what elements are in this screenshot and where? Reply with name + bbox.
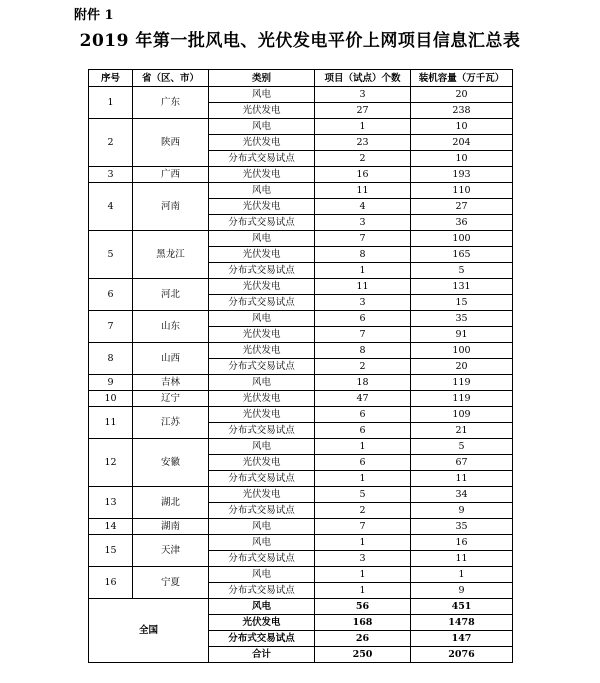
category-cell: 风电: [209, 231, 315, 247]
project-count-cell: 6: [315, 455, 411, 471]
table-row: [89, 279, 513, 295]
row-number: 3: [89, 167, 133, 183]
capacity-cell: 147: [411, 631, 513, 647]
capacity-cell: 451: [411, 599, 513, 615]
total-capacity: 2076: [411, 647, 513, 663]
capacity-cell: 5: [411, 439, 513, 455]
capacity-cell: 10: [411, 151, 513, 167]
table-row: [89, 391, 513, 407]
category-cell: 分布式交易试点: [209, 551, 315, 567]
province-cell: 天津: [133, 535, 209, 567]
province-cell: 山东: [133, 311, 209, 343]
category-cell: 风电: [209, 183, 315, 199]
project-count-cell: 1: [315, 583, 411, 599]
province-cell: 江苏: [133, 407, 209, 439]
capacity-cell: 100: [411, 343, 513, 359]
project-count-cell: 7: [315, 327, 411, 343]
project-count-cell: 26: [315, 631, 411, 647]
header-row: [89, 70, 513, 87]
capacity-cell: 9: [411, 583, 513, 599]
row-number: 15: [89, 535, 133, 567]
project-count-cell: 8: [315, 247, 411, 263]
province-cell: 广西: [133, 167, 209, 183]
province-cell: 河南: [133, 183, 209, 231]
project-count-cell: 16: [315, 167, 411, 183]
category-cell: 分布式交易试点: [209, 583, 315, 599]
row-number: 7: [89, 311, 133, 343]
row-number: 11: [89, 407, 133, 439]
summary-table: [88, 69, 513, 663]
category-cell: 光伏发电: [209, 615, 315, 631]
capacity-cell: 238: [411, 103, 513, 119]
project-count-cell: 4: [315, 199, 411, 215]
project-count-cell: 56: [315, 599, 411, 615]
category-cell: 光伏发电: [209, 391, 315, 407]
table-row: [89, 487, 513, 503]
category-cell: 风电: [209, 535, 315, 551]
project-count-cell: 27: [315, 103, 411, 119]
table-row: [89, 167, 513, 183]
province-cell: 湖南: [133, 519, 209, 535]
capacity-cell: 193: [411, 167, 513, 183]
project-count-cell: 1: [315, 535, 411, 551]
capacity-cell: 100: [411, 231, 513, 247]
project-count-cell: 7: [315, 519, 411, 535]
capacity-cell: 91: [411, 327, 513, 343]
table-row: [89, 439, 513, 455]
capacity-cell: 119: [411, 391, 513, 407]
capacity-cell: 27: [411, 199, 513, 215]
table-row: [89, 119, 513, 135]
project-count-cell: 1: [315, 567, 411, 583]
project-count-cell: 6: [315, 423, 411, 439]
category-cell: 分布式交易试点: [209, 503, 315, 519]
category-cell: 光伏发电: [209, 279, 315, 295]
capacity-cell: 36: [411, 215, 513, 231]
row-number: 6: [89, 279, 133, 311]
project-count-cell: 7: [315, 231, 411, 247]
capacity-cell: 67: [411, 455, 513, 471]
project-count-cell: 6: [315, 407, 411, 423]
capacity-cell: 20: [411, 359, 513, 375]
province-cell: 吉林: [133, 375, 209, 391]
capacity-cell: 15: [411, 295, 513, 311]
province-cell: 广东: [133, 87, 209, 119]
category-cell: 风电: [209, 567, 315, 583]
header-cell: 类别: [209, 70, 315, 87]
table-row: [89, 375, 513, 391]
capacity-cell: 165: [411, 247, 513, 263]
national-row: [89, 599, 513, 615]
document-title: 2019 年第一批风电、光伏发电平价上网项目信息汇总表: [79, 31, 521, 51]
category-cell: 光伏发电: [209, 199, 315, 215]
project-count-cell: 8: [315, 343, 411, 359]
capacity-cell: 11: [411, 551, 513, 567]
header-cell: 项目（试点）个数: [315, 70, 411, 87]
category-cell: 分布式交易试点: [209, 359, 315, 375]
project-count-cell: 5: [315, 487, 411, 503]
row-number: 12: [89, 439, 133, 487]
table-row: [89, 231, 513, 247]
category-cell: 光伏发电: [209, 487, 315, 503]
table-row: [89, 535, 513, 551]
capacity-cell: 21: [411, 423, 513, 439]
table-body: [89, 87, 513, 663]
capacity-cell: 109: [411, 407, 513, 423]
row-number: 9: [89, 375, 133, 391]
project-count-cell: 11: [315, 183, 411, 199]
province-cell: 安徽: [133, 439, 209, 487]
category-cell: 风电: [209, 439, 315, 455]
capacity-cell: 35: [411, 311, 513, 327]
project-count-cell: 1: [315, 119, 411, 135]
category-cell: 光伏发电: [209, 167, 315, 183]
category-cell: 风电: [209, 375, 315, 391]
table-row: [89, 567, 513, 583]
capacity-cell: 110: [411, 183, 513, 199]
category-cell: 风电: [209, 87, 315, 103]
province-cell: 黑龙江: [133, 231, 209, 279]
header-cell: 省（区、市）: [133, 70, 209, 87]
province-cell: 辽宁: [133, 391, 209, 407]
table-row: [89, 311, 513, 327]
capacity-cell: 9: [411, 503, 513, 519]
capacity-cell: 10: [411, 119, 513, 135]
category-cell: 风电: [209, 119, 315, 135]
project-count-cell: 6: [315, 311, 411, 327]
province-cell: 河北: [133, 279, 209, 311]
table-row: [89, 407, 513, 423]
table-row: [89, 519, 513, 535]
province-cell: 陕西: [133, 119, 209, 167]
header-cell: 序号: [89, 70, 133, 87]
capacity-cell: 1: [411, 567, 513, 583]
capacity-cell: 34: [411, 487, 513, 503]
category-cell: 分布式交易试点: [209, 423, 315, 439]
category-cell: 光伏发电: [209, 103, 315, 119]
table-row: [89, 87, 513, 103]
project-count-cell: 1: [315, 471, 411, 487]
capacity-cell: 20: [411, 87, 513, 103]
project-count-cell: 11: [315, 279, 411, 295]
row-number: 2: [89, 119, 133, 167]
capacity-cell: 5: [411, 263, 513, 279]
category-cell: 风电: [209, 519, 315, 535]
project-count-cell: 3: [315, 551, 411, 567]
project-count-cell: 47: [315, 391, 411, 407]
category-cell: 分布式交易试点: [209, 295, 315, 311]
province-cell: 湖北: [133, 487, 209, 519]
row-number: 14: [89, 519, 133, 535]
row-number: 5: [89, 231, 133, 279]
row-number: 16: [89, 567, 133, 599]
category-cell: 分布式交易试点: [209, 215, 315, 231]
category-cell: 分布式交易试点: [209, 631, 315, 647]
project-count-cell: 2: [315, 359, 411, 375]
category-cell: 风电: [209, 599, 315, 615]
category-cell: 光伏发电: [209, 135, 315, 151]
province-cell: 山西: [133, 343, 209, 375]
project-count-cell: 3: [315, 87, 411, 103]
project-count-cell: 1: [315, 439, 411, 455]
category-cell: 风电: [209, 311, 315, 327]
project-count-cell: 18: [315, 375, 411, 391]
capacity-cell: 131: [411, 279, 513, 295]
category-cell: 光伏发电: [209, 327, 315, 343]
project-count-cell: 2: [315, 503, 411, 519]
category-cell: 光伏发电: [209, 455, 315, 471]
row-number: 13: [89, 487, 133, 519]
total-label: 合计: [209, 647, 315, 663]
category-cell: 分布式交易试点: [209, 151, 315, 167]
project-count-cell: 1: [315, 263, 411, 279]
header-cell: 装机容量（万千瓦）: [411, 70, 513, 87]
row-number: 8: [89, 343, 133, 375]
attachment-label: 附件 1: [74, 8, 114, 23]
total-project-count: 250: [315, 647, 411, 663]
category-cell: 分布式交易试点: [209, 263, 315, 279]
category-cell: 分布式交易试点: [209, 471, 315, 487]
national-label: 全国: [89, 599, 209, 663]
project-count-cell: 3: [315, 295, 411, 311]
category-cell: 光伏发电: [209, 343, 315, 359]
capacity-cell: 11: [411, 471, 513, 487]
project-count-cell: 168: [315, 615, 411, 631]
category-cell: 光伏发电: [209, 407, 315, 423]
project-count-cell: 2: [315, 151, 411, 167]
row-number: 10: [89, 391, 133, 407]
province-cell: 宁夏: [133, 567, 209, 599]
capacity-cell: 1478: [411, 615, 513, 631]
project-count-cell: 23: [315, 135, 411, 151]
table-row: [89, 183, 513, 199]
capacity-cell: 16: [411, 535, 513, 551]
table-row: [89, 343, 513, 359]
row-number: 1: [89, 87, 133, 119]
capacity-cell: 204: [411, 135, 513, 151]
project-count-cell: 3: [315, 215, 411, 231]
capacity-cell: 119: [411, 375, 513, 391]
category-cell: 光伏发电: [209, 247, 315, 263]
capacity-cell: 35: [411, 519, 513, 535]
row-number: 4: [89, 183, 133, 231]
